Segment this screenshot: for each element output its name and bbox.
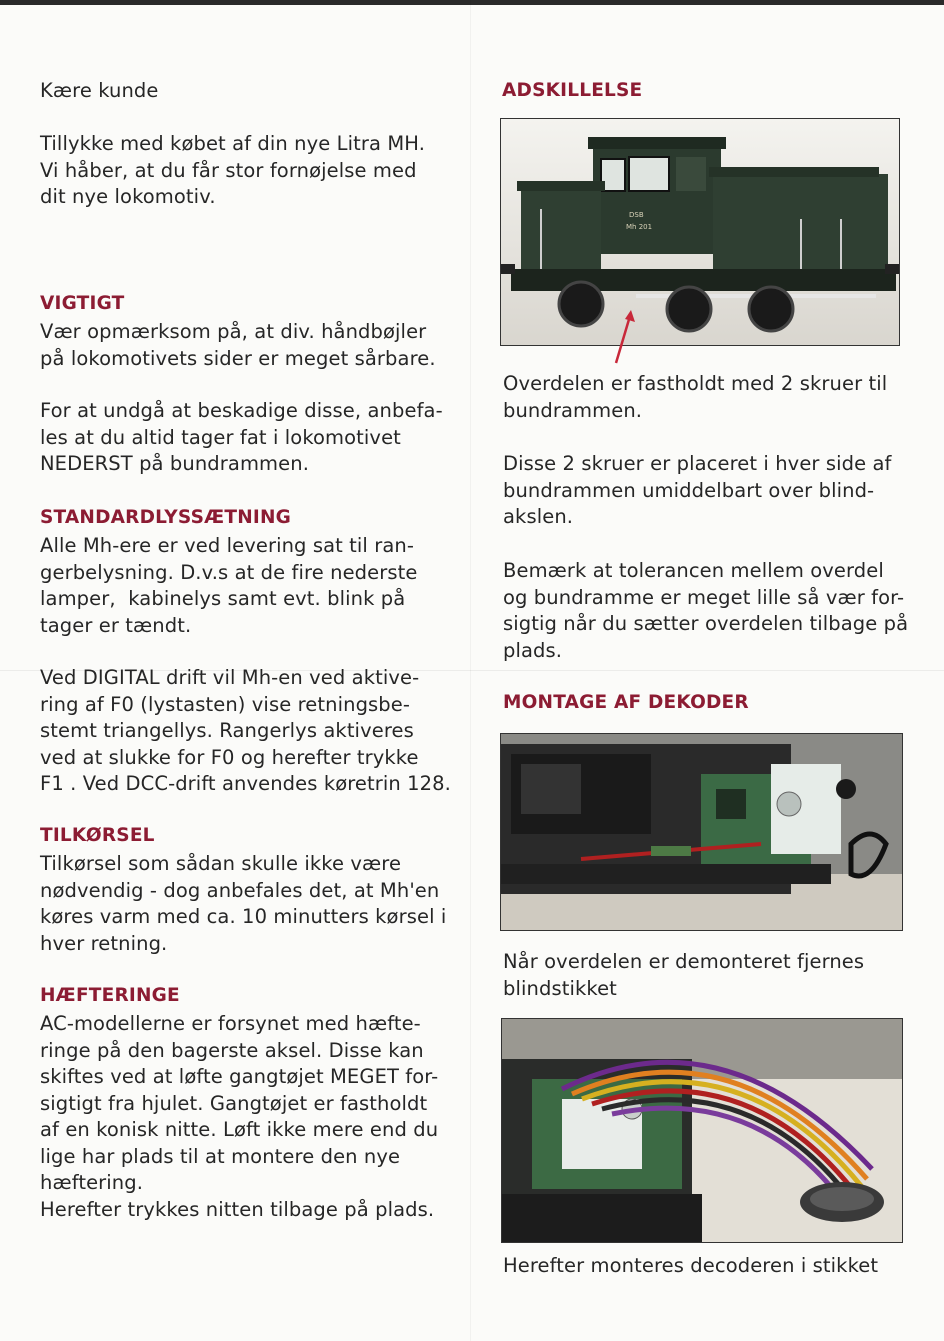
adskillelse-paragraph-2: Disse 2 skruer er placeret i hver side af bundrammen umiddelbart over blind- akslen. [503,452,892,528]
red-arrow-icon [608,308,638,366]
paper-fold-vertical [470,0,471,1341]
locomotive-photo [500,118,900,346]
heading-haefteringe: HÆFTERINGE [40,985,180,1006]
montage-caption-2: Herefter monteres decoderen i stikket [503,1254,879,1277]
haefteringe-paragraph: AC-modellerne er forsynet med hæfte- ringe på den bagerste aksel. Disse kan skiftes ved at løfte gangtøjet MEGET for- sigtigt fra hjulet. Gangtøjet er fastholdt af en konisk nitte. Løft ikke mere end du lige har plads til at montere den nye hæftering. Herefter trykkes nitten tilbage på plads. [40,1012,439,1221]
page-top-edge [0,0,944,5]
heading-standardlyssaetning: STANDARDLYSSÆTNING [40,507,292,528]
svg-text:DSB: DSB [629,211,644,219]
heading-tilkoersel: TILKØRSEL [40,825,155,846]
svg-text:Mh 201: Mh 201 [626,223,653,231]
decoder-wires-photo [501,1018,903,1243]
vigtigt-paragraph-1: Vær opmærksom på, at div. håndbøjler på lokomotivets sider er meget sårbare. [40,320,436,370]
adskillelse-paragraph-3: Bemærk at tolerancen mellem overdel og bundramme er meget lille så vær for- sigtig når du sætter overdelen tilbage på plads. [503,559,909,662]
standardlys-paragraph-2: Ved DIGITAL drift vil Mh-en ved aktive- ring af F0 (lystasten) vise retningsbe- stemt triangellys. Rangerlys aktiveres ved at slukke for F0 og herefter trykke F1 . Ved DCC-drift anvendes køretrin 128. [40,666,451,795]
heading-adskillelse: ADSKILLELSE [502,80,643,101]
decoder-chassis-photo [500,733,903,931]
greeting: Kære kunde [40,79,159,102]
montage-caption-1: Når overdelen er demonteret fjernes blindstikket [503,950,865,1000]
vigtigt-paragraph-2: For at undgå at beskadige disse, anbefa- les at du altid tager fat i lokomotivet NEDERST på bundrammen. [40,399,443,475]
tilkoersel-paragraph: Tilkørsel som sådan skulle ikke være nødvendig - dog anbefales det, at Mh'en køres varm med ca. 10 minutters kørsel i hver retning. [40,852,447,955]
adskillelse-paragraph-1: Overdelen er fastholdt med 2 skruer til bundrammen. [503,372,888,422]
heading-montage-af-dekoder: MONTAGE AF DEKODER [503,692,749,713]
intro-text: Tillykke med købet af din nye Litra MH. Vi håber, at du får stor fornøjelse med dit nye lokomotiv. [40,132,425,208]
standardlys-paragraph-1: Alle Mh-ere er ved levering sat til ran- gerbelysning. D.v.s at de fire nederste lamper, kabinelys samt evt. blink på tager er tændt. [40,534,418,637]
heading-vigtigt: VIGTIGT [40,293,125,314]
